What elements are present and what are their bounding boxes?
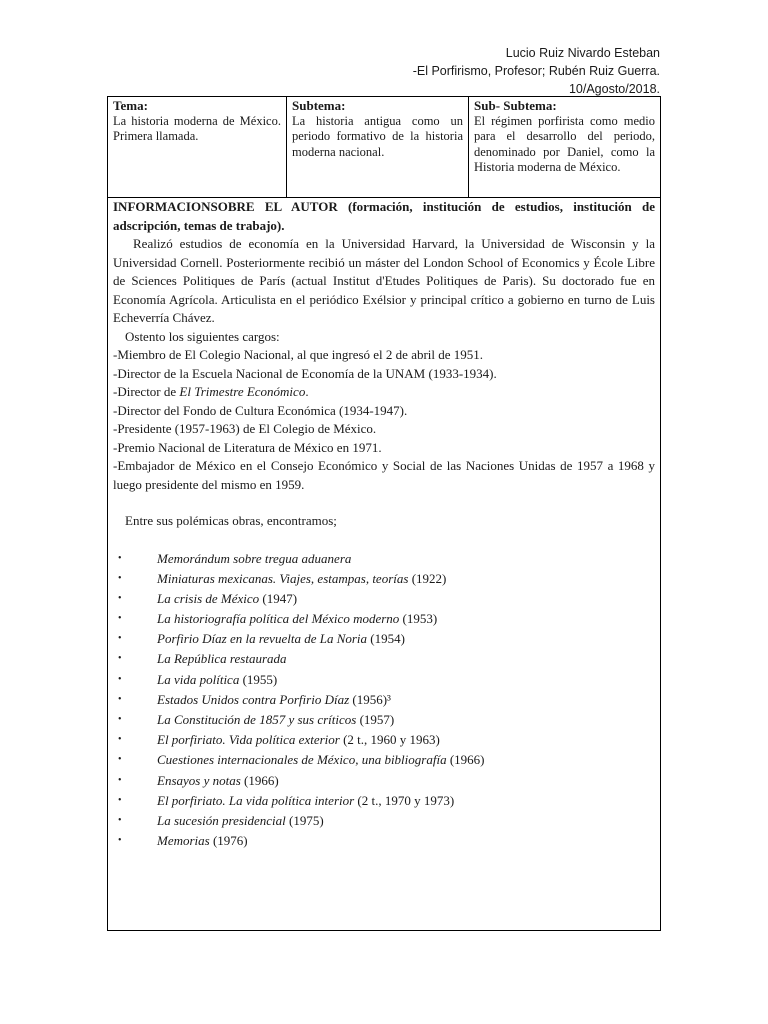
cargo-item-prefix: -Director de xyxy=(113,384,180,399)
work-year: (1955) xyxy=(239,671,278,687)
work-item xyxy=(113,670,655,690)
work-item xyxy=(113,549,655,569)
work-year: (1957) xyxy=(356,712,395,727)
work-title: Ensayos y notas xyxy=(157,772,241,788)
work-item xyxy=(113,649,655,669)
work-title: Memorándum sobre tregua aduanera xyxy=(157,550,352,566)
work-item xyxy=(113,609,655,629)
author-info-title: INFORMACIONSOBRE EL AUTOR (formación, institución de estudios, institución de adscripción, temas de trabajo). xyxy=(113,199,655,233)
cargo-item: -Premio Nacional de Literatura de México en 1971. xyxy=(113,439,382,455)
subtema-text: La historia antigua como un periodo formativo de la historia moderna nacional. xyxy=(292,113,463,159)
work-year: (1975) xyxy=(285,812,324,828)
document-header xyxy=(413,44,660,98)
tema-label: Tema: xyxy=(113,98,148,113)
work-year: (2 t., 1970 y 1973) xyxy=(354,792,455,808)
cargo-item xyxy=(113,383,655,402)
author-bio: Realizó estudios de economía en la Universidad Harvard, la Universidad de Wisconsin y la Universidad Cornell. Posteriormente recibió un máster del London School of Economics y École Libre de Sciences Politiques de París (actual Institut d'Etudes Politiques de Paris). Su doctorado fue en Economía Agrícola. Articulista en el periódico Exélsior y principal crítico a gobierno en turno de Luis Echeverría Chávez. xyxy=(113,236,655,325)
work-item xyxy=(113,569,655,589)
bullet-icon: • xyxy=(118,835,122,847)
work-item xyxy=(113,750,655,770)
work-year: (1922) xyxy=(408,570,447,586)
work-year: (2 t., 1960 y 1963) xyxy=(339,732,440,748)
work-title: Memorias xyxy=(157,833,210,849)
work-title: El porfiriato. La vida política interior xyxy=(157,792,355,808)
cargo-item: -Embajador de México en el Consejo Económico y Social de las Naciones Unidas de 1957 a 1968 y luego presidente del mismo en 1959. xyxy=(113,458,655,492)
work-year: (1976) xyxy=(209,833,248,849)
bullet-icon: • xyxy=(118,592,122,604)
author-name: Lucio Ruiz Nivardo Esteban xyxy=(505,46,660,60)
work-title: Porfirio Díaz en la revuelta de La Noria xyxy=(157,631,368,647)
subsubtema-text: El régimen porfirista como medio para el desarrollo del periodo, denominado por Daniel, como la Historia moderna de México. xyxy=(474,113,655,174)
tema-cell xyxy=(108,97,287,197)
bullet-icon: • xyxy=(118,572,122,584)
work-year: (1947) xyxy=(259,590,298,606)
work-item xyxy=(113,771,655,791)
tema-text: La historia moderna de México. Primera llamada. xyxy=(113,113,281,143)
subsubtema-cell xyxy=(469,97,660,197)
work-item xyxy=(113,629,655,649)
work-title: Cuestiones internacionales de México, una bibliografía xyxy=(157,752,447,768)
bullet-icon: • xyxy=(118,693,122,705)
bullet-icon: • xyxy=(118,774,122,786)
bullet-icon: • xyxy=(118,673,122,685)
work-year: (1953) xyxy=(399,611,438,627)
works-list xyxy=(113,549,655,852)
bullet-icon: • xyxy=(118,714,122,725)
work-item xyxy=(113,690,655,710)
document-date: 10/Agosto/2018. xyxy=(568,82,660,96)
bullet-icon: • xyxy=(118,794,122,806)
work-title: La vida política xyxy=(157,671,240,687)
work-year: (1956)³ xyxy=(349,691,391,707)
work-title: La historiografía política del México moderno xyxy=(157,611,400,627)
work-item xyxy=(113,831,655,851)
cargo-item-suffix: . xyxy=(305,384,309,399)
cargo-item-journal: El Trimestre Económico xyxy=(179,384,306,399)
bullet-icon: • xyxy=(118,552,122,564)
work-year: (1954) xyxy=(367,631,405,647)
author-info-section xyxy=(108,198,660,851)
cargo-item: -Director de la Escuela Nacional de Economía de la UNAM (1933-1934). xyxy=(113,365,497,381)
cargo-item: -Director del Fondo de Cultura Económica (1934-1947). xyxy=(113,402,408,418)
work-year: (1966) xyxy=(446,752,485,768)
bullet-icon: • xyxy=(118,613,122,625)
work-item xyxy=(113,730,655,750)
subtema-cell xyxy=(287,97,469,197)
work-item xyxy=(113,791,655,811)
subsubtema-label: Sub- Subtema: xyxy=(474,98,557,113)
cargo-item: -Miembro de El Colegio Nacional, al que ingresó el 2 de abril de 1951. xyxy=(113,347,484,362)
work-year: (1966) xyxy=(240,772,279,788)
subtema-label: Subtema: xyxy=(292,98,346,113)
cargo-item: -Presidente (1957-1963) de El Colegio de México. xyxy=(113,421,377,436)
work-item xyxy=(113,710,655,730)
work-title: La Constitución de 1857 y sus críticos xyxy=(157,712,357,727)
topic-row xyxy=(108,97,660,198)
work-title: La sucesión presidencial xyxy=(157,812,286,828)
work-item xyxy=(113,589,655,609)
cargos-intro: Ostento los siguientes cargos: xyxy=(125,328,280,344)
work-title: Estados Unidos contra Porfirio Díaz xyxy=(157,691,350,707)
bullet-icon: • xyxy=(118,814,122,826)
work-title: El porfiriato. Vida política exterior xyxy=(157,732,340,748)
bullet-icon: • xyxy=(118,633,122,645)
work-title: La crisis de México xyxy=(157,590,260,606)
form-table xyxy=(107,96,661,931)
work-item xyxy=(113,811,655,831)
work-title: La República restaurada xyxy=(157,651,287,667)
work-title: Miniaturas mexicanas. Viajes, estampas, teorías xyxy=(157,570,409,586)
bullet-icon: • xyxy=(118,754,122,766)
bullet-icon: • xyxy=(118,653,122,665)
bullet-icon: • xyxy=(118,734,122,746)
course-subject: -El Porfirismo, Profesor; Rubén Ruiz Guerra. xyxy=(412,64,660,78)
works-intro: Entre sus polémicas obras, encontramos; xyxy=(125,513,337,528)
